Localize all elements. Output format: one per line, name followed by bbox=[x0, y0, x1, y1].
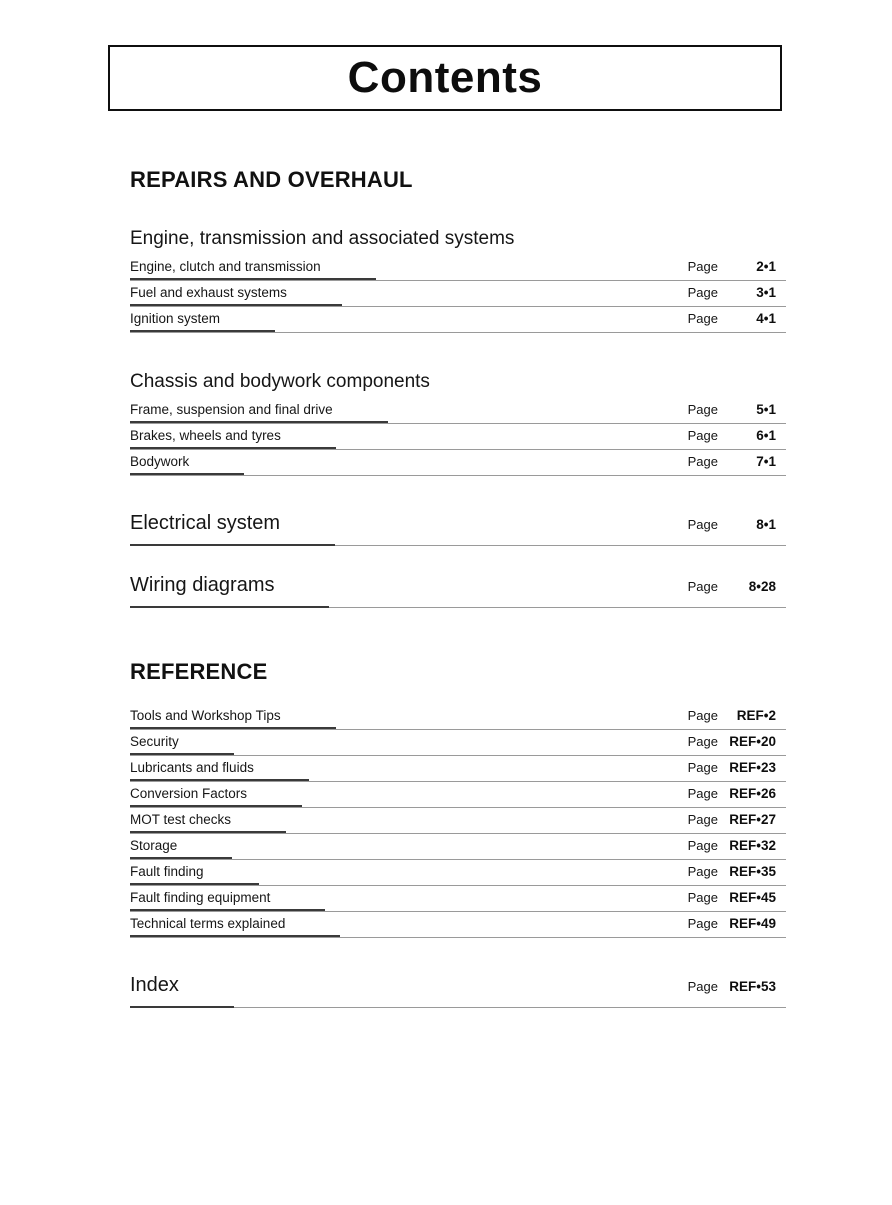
toc-entry-page bbox=[688, 428, 786, 444]
toc-entry-label: Wiring diagrams bbox=[130, 574, 275, 596]
toc-row bbox=[130, 860, 786, 886]
page-number: 7•1 bbox=[756, 454, 776, 469]
toc-entry-label: Fault finding equipment bbox=[130, 890, 271, 905]
page-title: Contents bbox=[347, 53, 543, 102]
page-number: REF•23 bbox=[729, 760, 776, 775]
page-word: Page bbox=[687, 428, 718, 443]
page-number: 8•1 bbox=[756, 517, 776, 532]
toc-row bbox=[130, 424, 786, 450]
group-engine-transmission bbox=[130, 228, 786, 333]
page-number: REF•53 bbox=[729, 979, 776, 994]
toc-row-electrical-system bbox=[130, 506, 786, 546]
page-number: REF•20 bbox=[729, 734, 776, 749]
toc-entry-label: Brakes, wheels and tyres bbox=[130, 428, 281, 443]
toc-entry-page bbox=[688, 259, 786, 275]
toc-entry-label: Conversion Factors bbox=[130, 786, 248, 801]
toc-row-wiring-diagrams bbox=[130, 568, 786, 608]
page-word: Page bbox=[687, 454, 718, 469]
toc-row bbox=[130, 307, 786, 333]
toc-entry-page bbox=[688, 786, 786, 802]
toc-entry-label: Tools and Workshop Tips bbox=[130, 708, 281, 723]
toc-entry-page bbox=[688, 864, 786, 880]
toc-entry-page bbox=[688, 760, 786, 776]
toc-entry-page bbox=[688, 708, 786, 724]
toc-entry-page bbox=[688, 285, 786, 301]
toc-row bbox=[130, 756, 786, 782]
page-number: REF•35 bbox=[729, 864, 776, 879]
toc-entry-page bbox=[688, 890, 786, 906]
toc-entry-label: Lubricants and fluids bbox=[130, 760, 254, 775]
toc-row bbox=[130, 704, 786, 730]
toc-entry-label: Ignition system bbox=[130, 311, 221, 326]
toc-entry-label: Technical terms explained bbox=[130, 916, 286, 931]
page-word: Page bbox=[687, 708, 718, 723]
toc-row bbox=[130, 834, 786, 860]
toc-entry-label: Index bbox=[130, 974, 179, 996]
page-number: 2•1 bbox=[756, 259, 776, 274]
toc-entry-page bbox=[688, 734, 786, 750]
page-word: Page bbox=[687, 786, 718, 801]
group-reference bbox=[130, 704, 786, 938]
toc-entry-label: Engine, clutch and transmission bbox=[130, 259, 321, 274]
contents-body bbox=[130, 168, 786, 1008]
toc-entry-page bbox=[688, 812, 786, 828]
toc-row bbox=[130, 808, 786, 834]
page-word: Page bbox=[687, 579, 718, 594]
toc-entry-page bbox=[688, 979, 786, 994]
page-word: Page bbox=[687, 890, 718, 905]
page-word: Page bbox=[687, 517, 718, 532]
page-number: 8•28 bbox=[748, 579, 776, 594]
toc-entry-label: Frame, suspension and final drive bbox=[130, 402, 333, 417]
page-word: Page bbox=[687, 311, 718, 326]
toc-row bbox=[130, 450, 786, 476]
page-word: Page bbox=[687, 285, 718, 300]
page-number: REF•26 bbox=[729, 786, 776, 801]
toc-row bbox=[130, 886, 786, 912]
toc-row bbox=[130, 398, 786, 424]
toc-entry-page bbox=[688, 916, 786, 932]
page-word: Page bbox=[687, 734, 718, 749]
group-subheading-engine: Engine, transmission and associated systems bbox=[130, 228, 515, 249]
page-word: Page bbox=[687, 402, 718, 417]
toc-entry-label: Storage bbox=[130, 838, 178, 853]
toc-row bbox=[130, 255, 786, 281]
page-number: REF•49 bbox=[729, 916, 776, 931]
toc-row-index bbox=[130, 968, 786, 1008]
page-number: 5•1 bbox=[756, 402, 776, 417]
section-heading-repairs: REPAIRS AND OVERHAUL bbox=[130, 167, 413, 192]
page-number: REF•27 bbox=[729, 812, 776, 827]
toc-entry-page bbox=[688, 838, 786, 854]
page-word: Page bbox=[687, 916, 718, 931]
page-number: REF•32 bbox=[729, 838, 776, 853]
page-word: Page bbox=[687, 812, 718, 827]
group-chassis-bodywork bbox=[130, 371, 786, 476]
page-number: 4•1 bbox=[756, 311, 776, 326]
page-number: 6•1 bbox=[756, 428, 776, 443]
toc-row bbox=[130, 730, 786, 756]
toc-entry-label: Bodywork bbox=[130, 454, 190, 469]
page-number: REF•45 bbox=[729, 890, 776, 905]
page-word: Page bbox=[687, 979, 718, 994]
group-subheading-chassis: Chassis and bodywork components bbox=[130, 371, 430, 392]
toc-entry-page bbox=[688, 311, 786, 327]
page-number: 3•1 bbox=[756, 285, 776, 300]
toc-row bbox=[130, 281, 786, 307]
toc-entry-label: Electrical system bbox=[130, 512, 281, 534]
toc-row bbox=[130, 912, 786, 938]
toc-entry-label: MOT test checks bbox=[130, 812, 232, 827]
page-number: REF•2 bbox=[736, 708, 776, 723]
contents-header-box bbox=[108, 45, 782, 111]
toc-entry-page bbox=[688, 517, 786, 532]
toc-row bbox=[130, 782, 786, 808]
page-word: Page bbox=[687, 760, 718, 775]
page-word: Page bbox=[687, 864, 718, 879]
toc-entry-label: Fault finding bbox=[130, 864, 204, 879]
page-word: Page bbox=[687, 259, 718, 274]
toc-entry-label: Security bbox=[130, 734, 179, 749]
toc-entry-label: Fuel and exhaust systems bbox=[130, 285, 287, 300]
toc-entry-page bbox=[688, 402, 786, 418]
page-word: Page bbox=[687, 838, 718, 853]
toc-entry-page bbox=[688, 454, 786, 470]
toc-entry-page bbox=[688, 579, 786, 594]
section-heading-reference: REFERENCE bbox=[130, 659, 268, 684]
